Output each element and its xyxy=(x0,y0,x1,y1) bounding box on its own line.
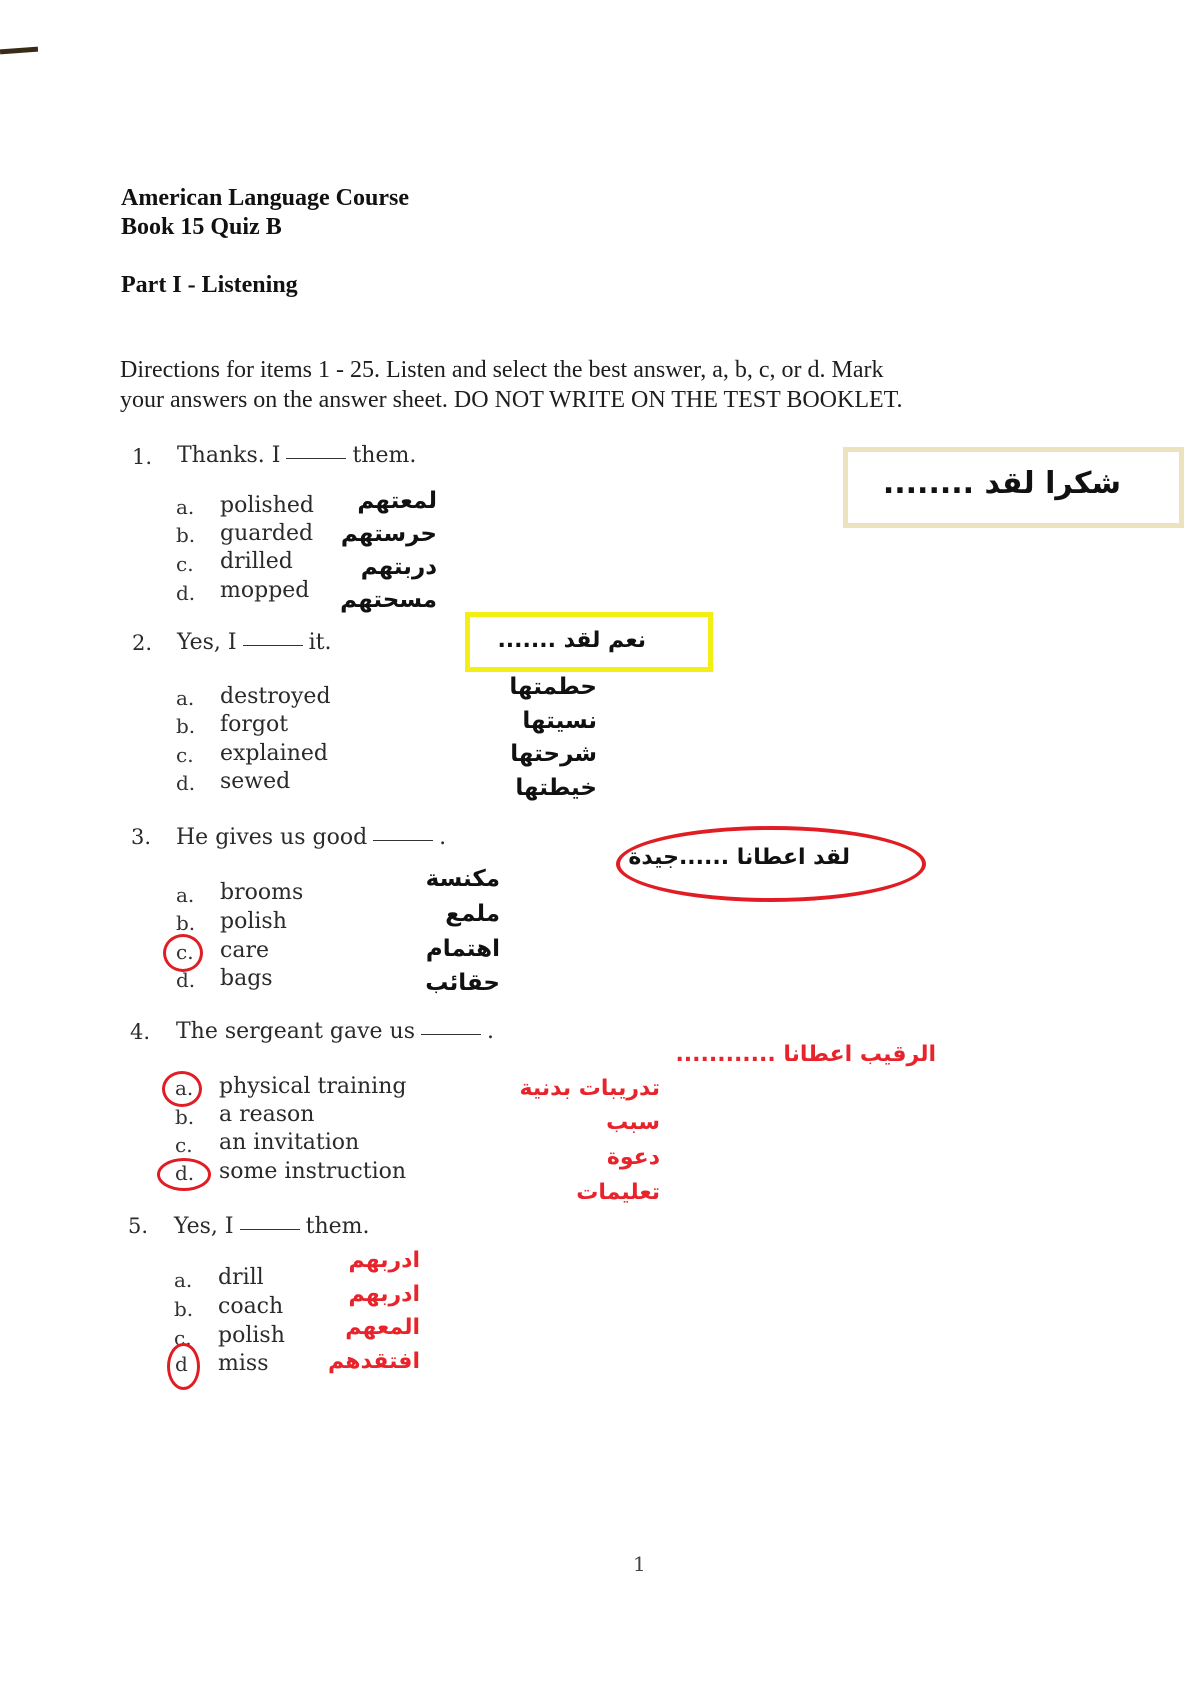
question-3-number: 3. xyxy=(131,825,152,849)
part-heading: Part I - Listening xyxy=(121,272,298,298)
question-2-stem xyxy=(177,630,331,655)
option-arabic: تدريبات بدنية xyxy=(519,1076,660,1101)
note-q1: شكرا لقد ........ xyxy=(882,466,1121,501)
option-letter: c. xyxy=(176,552,194,576)
option-arabic: نسيتها xyxy=(522,708,597,734)
option-text: physical training xyxy=(219,1074,407,1099)
answer-blank xyxy=(240,1228,300,1230)
option-letter: d. xyxy=(175,1161,195,1185)
option-text: an invitation xyxy=(219,1130,360,1155)
note-box-q2 xyxy=(465,612,713,672)
option-letter: d. xyxy=(176,968,196,992)
option-text: coach xyxy=(218,1294,284,1319)
option-letter: b. xyxy=(174,1297,194,1321)
option-letter: a. xyxy=(176,495,195,519)
option-text: bags xyxy=(220,966,273,991)
page-number: 1 xyxy=(633,1552,646,1576)
question-3-stem xyxy=(176,825,446,850)
question-5-text-before: Yes, I xyxy=(174,1214,234,1239)
option-text: polish xyxy=(218,1323,285,1348)
option-arabic: اهتمام xyxy=(425,936,500,962)
question-3-text-after: . xyxy=(439,825,447,850)
option-text: destroyed xyxy=(220,684,331,709)
option-letter: d. xyxy=(176,771,196,795)
question-2-number: 2. xyxy=(132,631,153,655)
question-5-stem xyxy=(174,1214,370,1239)
option-letter: a. xyxy=(176,883,195,907)
option-arabic: افتقدهم xyxy=(328,1349,420,1374)
scan-mark xyxy=(0,47,38,55)
option-arabic: ادربهم xyxy=(348,1248,420,1273)
question-1-text-before: Thanks. I xyxy=(177,443,281,468)
option-letter: d xyxy=(175,1352,188,1376)
option-letter: b. xyxy=(176,523,196,547)
option-text: drilled xyxy=(220,549,293,574)
option-text: polished xyxy=(220,493,314,518)
option-text: some instruction xyxy=(219,1159,407,1184)
option-letter: b. xyxy=(176,714,196,738)
option-text: sewed xyxy=(220,769,291,794)
option-arabic: سبب xyxy=(606,1110,660,1135)
question-2-text-before: Yes, I xyxy=(177,630,237,655)
question-4-text-after: . xyxy=(487,1019,495,1044)
option-arabic: دعوة xyxy=(606,1145,660,1170)
question-4-number: 4. xyxy=(130,1020,151,1044)
note-box-q1 xyxy=(843,447,1184,528)
option-arabic: دربتهم xyxy=(360,554,437,580)
option-arabic: حرستهم xyxy=(340,521,437,547)
option-arabic: شرحتها xyxy=(510,741,597,767)
note-q2: نعم لقد ....... xyxy=(497,628,646,653)
answer-blank xyxy=(373,839,433,841)
question-4-text-before: The sergeant gave us xyxy=(176,1019,416,1044)
option-letter: c. xyxy=(174,1326,192,1350)
directions-line-1: Directions for items 1 - 25. Listen and select the best answer, a, b, c, or d. Mark xyxy=(120,357,884,383)
option-text: a reason xyxy=(219,1102,315,1127)
option-text: drill xyxy=(218,1265,264,1290)
option-letter: b. xyxy=(175,1105,195,1129)
option-arabic: تعليمات xyxy=(576,1180,660,1205)
note-ellipse-q3 xyxy=(616,826,926,902)
question-5-text-after: them. xyxy=(305,1214,370,1239)
option-arabic: مسحتهم xyxy=(340,587,437,613)
question-4-stem xyxy=(176,1019,494,1044)
option-letter: c. xyxy=(175,1133,193,1157)
option-arabic: لمعتهم xyxy=(357,488,437,514)
option-arabic: ملمع xyxy=(445,901,500,927)
course-title: American Language Course xyxy=(121,185,409,211)
option-letter: a. xyxy=(176,686,195,710)
option-text: brooms xyxy=(220,880,304,905)
option-text: explained xyxy=(220,741,328,766)
question-1-number: 1. xyxy=(132,445,153,469)
option-text: forgot xyxy=(220,712,289,737)
option-letter: a. xyxy=(174,1268,193,1292)
question-5-number: 5. xyxy=(128,1214,149,1238)
question-1-text-after: them. xyxy=(352,443,417,468)
option-letter: c. xyxy=(176,743,194,767)
answer-blank xyxy=(243,644,303,646)
option-arabic: حطمتها xyxy=(509,674,597,700)
note-q4: الرقيب اعطانا ............ xyxy=(675,1042,936,1067)
question-2-text-after: it. xyxy=(308,630,332,655)
option-letter: a. xyxy=(175,1076,194,1100)
option-letter: c. xyxy=(176,940,194,964)
option-text: care xyxy=(220,938,269,963)
option-arabic: مكنسة xyxy=(425,866,500,892)
note-q3: لقد اعطانا ......جيدة xyxy=(628,845,850,870)
question-1-stem xyxy=(177,443,416,468)
option-letter: b. xyxy=(176,911,196,935)
book-quiz-label: Book 15 Quiz B xyxy=(121,214,282,240)
option-arabic: حقائب xyxy=(425,970,500,996)
option-letter: d. xyxy=(176,581,196,605)
option-text: polish xyxy=(220,909,287,934)
answer-blank xyxy=(286,457,346,459)
option-text: miss xyxy=(218,1351,269,1376)
option-arabic: خيطتها xyxy=(515,775,597,801)
option-text: guarded xyxy=(220,521,314,546)
option-arabic: ادربهم xyxy=(348,1282,420,1307)
answer-blank xyxy=(421,1033,481,1035)
directions-line-2: your answers on the answer sheet. DO NOT WRITE ON THE TEST BOOKLET. xyxy=(120,387,903,413)
option-text: mopped xyxy=(220,578,310,603)
question-3-text-before: He gives us good xyxy=(176,825,368,850)
option-arabic: المعهم xyxy=(345,1315,420,1340)
